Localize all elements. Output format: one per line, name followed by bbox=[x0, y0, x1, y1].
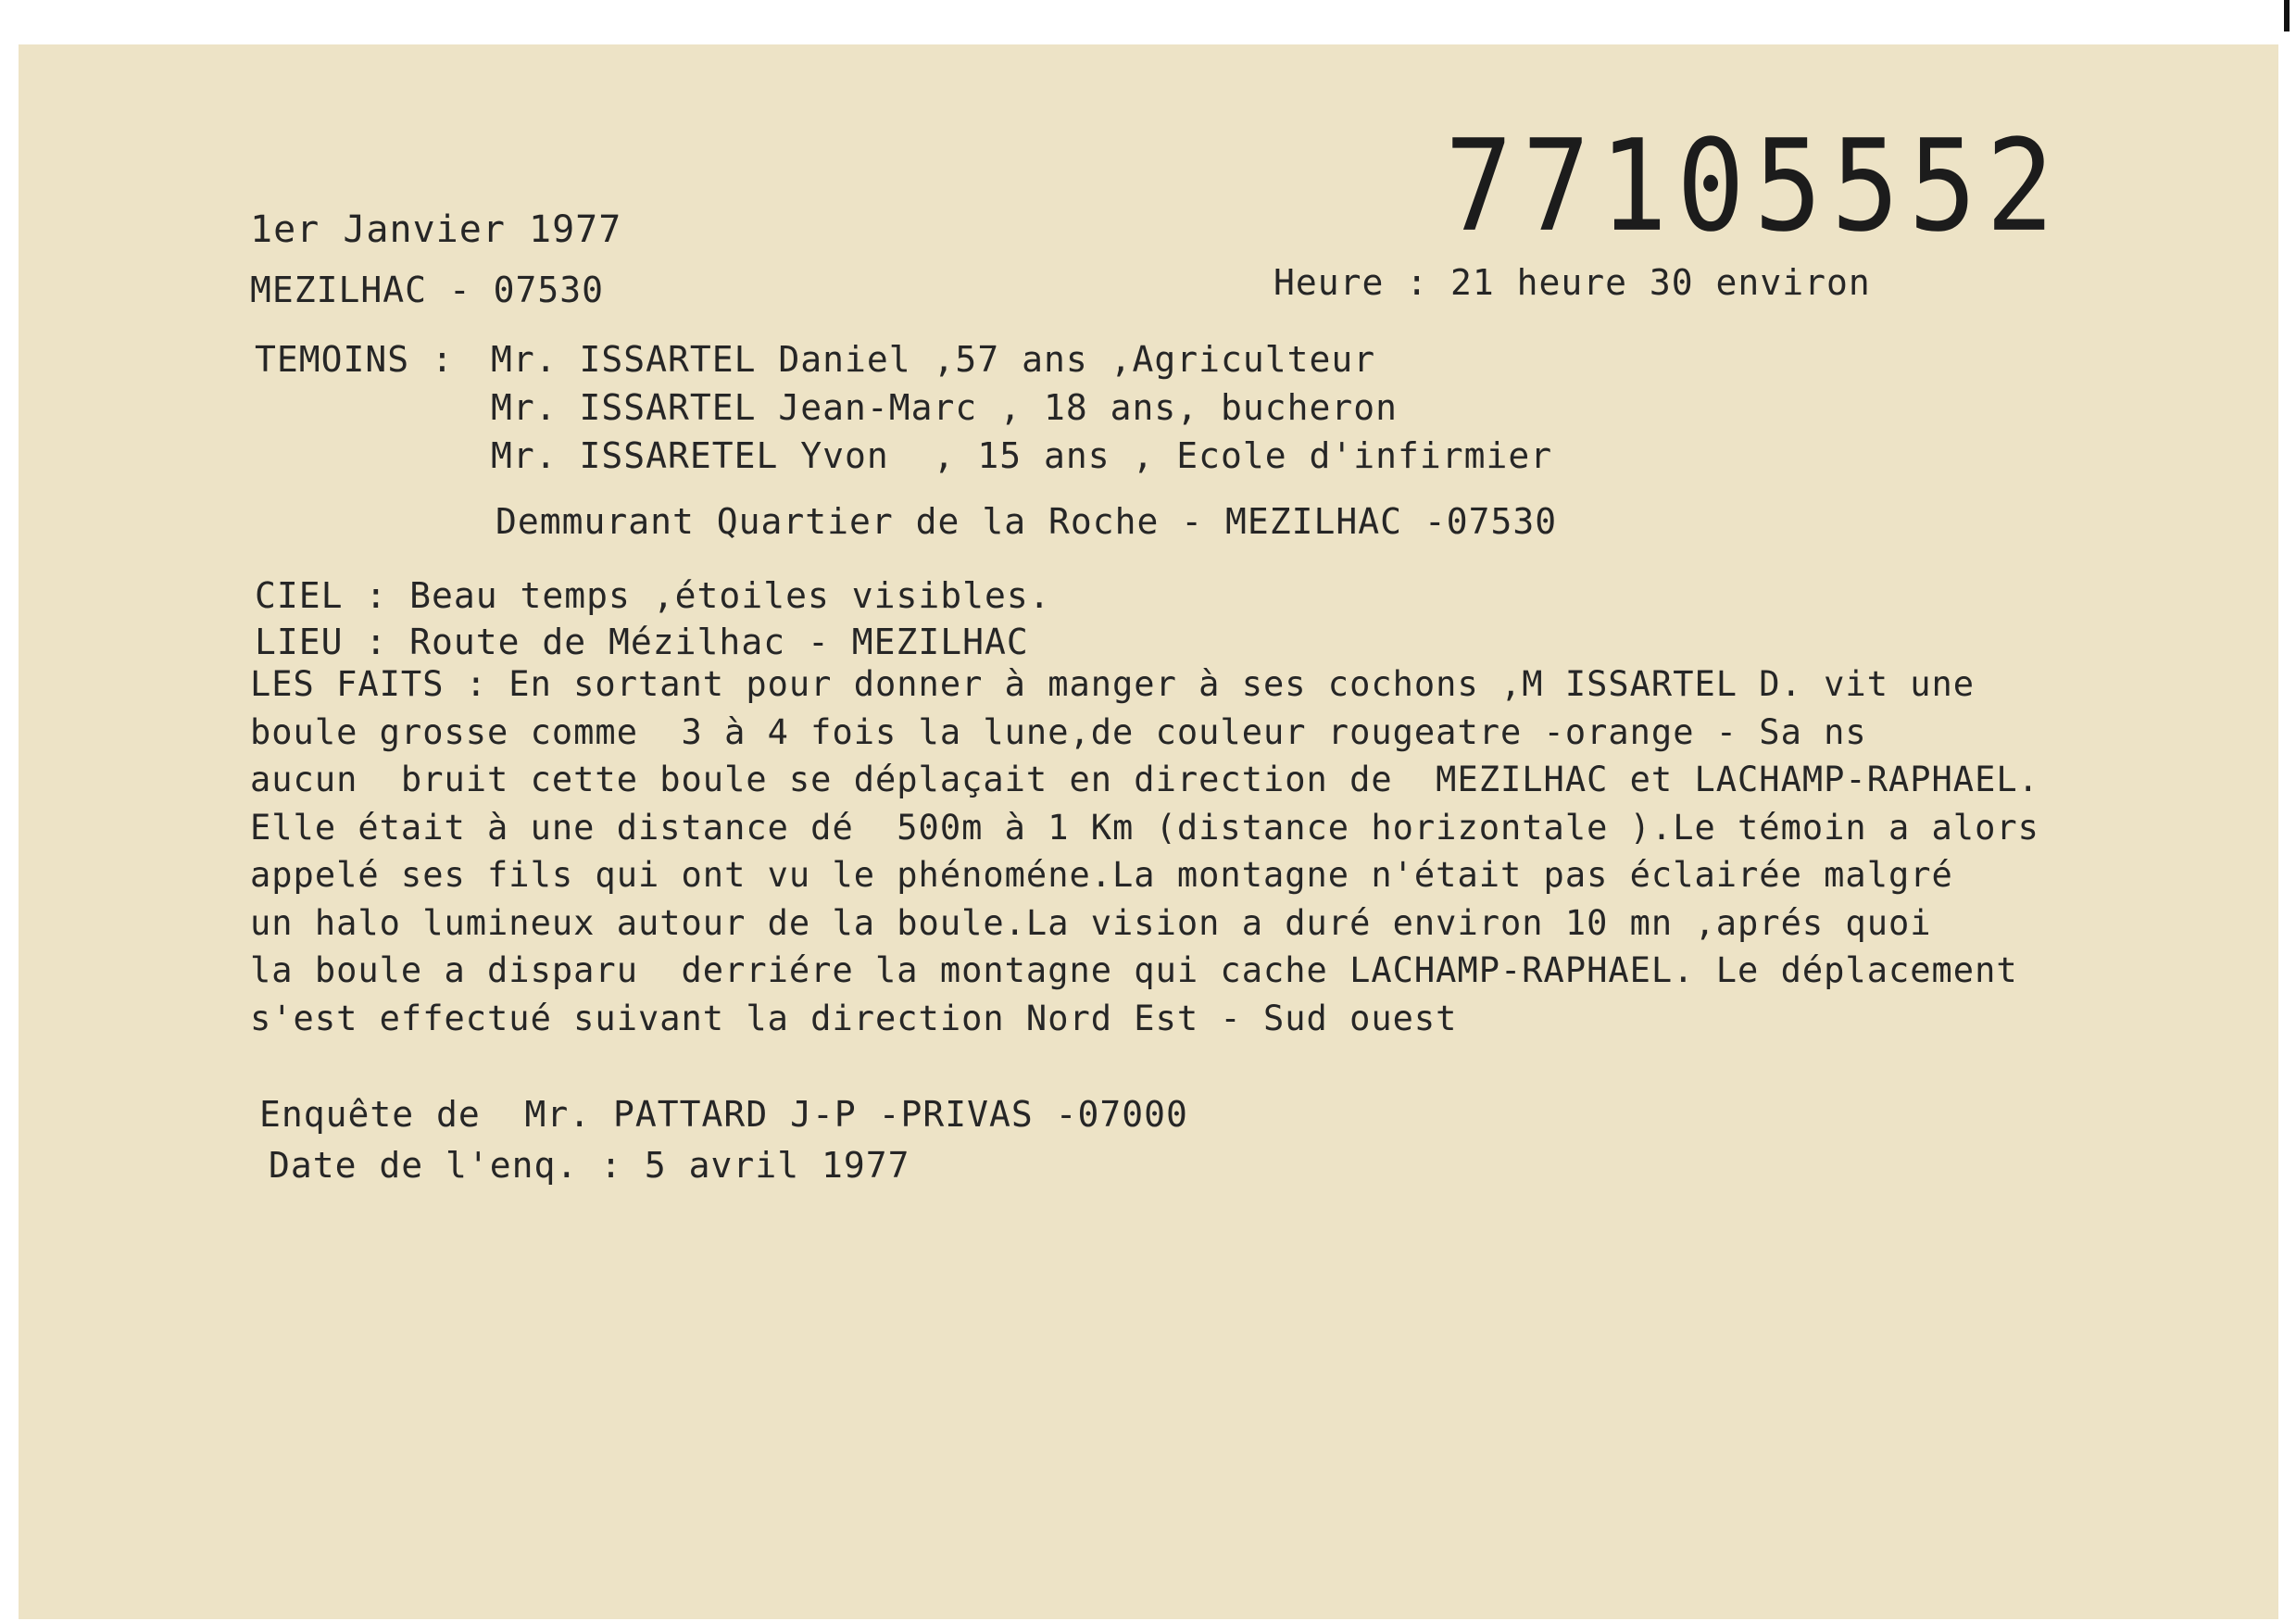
reference-number-stamp: 77105552 bbox=[1445, 112, 2064, 260]
facts-paragraph bbox=[250, 660, 2039, 1042]
residence-line: Demmurant Quartier de la Roche - MEZILHAC -07530 bbox=[496, 501, 1558, 542]
facts-line: la boule a disparu derriére la montagne qui cache LACHAMP-RAPHAEL. Le déplacement bbox=[250, 950, 2018, 990]
report-time: Heure : 21 heure 30 environ bbox=[1273, 262, 1871, 303]
witness-1: Mr. ISSARTEL Daniel ,57 ans ,Agriculteur bbox=[491, 339, 1376, 380]
witness-3: Mr. ISSARETEL Yvon , 15 ans , Ecole d'infirmier bbox=[491, 435, 1553, 476]
witnesses-label: TEMOINS : bbox=[255, 339, 454, 380]
facts-line: boule grosse comme 3 à 4 fois la lune,de couleur rougeatre -orange - Sa ns bbox=[250, 711, 1867, 752]
sky-conditions: CIEL : Beau temps ,étoiles visibles. bbox=[255, 575, 1051, 616]
facts-line: s'est effectué suivant la direction Nord Est - Sud ouest bbox=[250, 998, 1458, 1038]
document-card bbox=[19, 44, 2278, 1619]
scan-edge-mark bbox=[2284, 0, 2290, 31]
facts-line: un halo lumineux autour de la boule.La vision a duré environ 10 mn ,aprés quoi bbox=[250, 902, 1932, 943]
place-line: LIEU : Route de Mézilhac - MEZILHAC bbox=[255, 622, 1029, 662]
report-location: MEZILHAC - 07530 bbox=[250, 270, 605, 310]
inquiry-date: Date de l'enq. : 5 avril 1977 bbox=[269, 1145, 910, 1186]
investigator-line: Enquête de Mr. PATTARD J-P -PRIVAS -07000 bbox=[259, 1094, 1188, 1135]
facts-line: LES FAITS : En sortant pour donner à manger à ses cochons ,M ISSARTEL D. vit une bbox=[250, 664, 1976, 704]
facts-line: Elle était à une distance dé 500m à 1 Km (distance horizontale ).Le témoin a alors bbox=[250, 807, 2039, 848]
facts-line: appelé ses fils qui ont vu le phénoméne.La montagne n'était pas éclairée malgré bbox=[250, 855, 1953, 895]
report-date: 1er Janvier 1977 bbox=[250, 208, 622, 251]
witness-2: Mr. ISSARTEL Jean-Marc , 18 ans, bucheron bbox=[491, 387, 1398, 428]
facts-line: aucun bruit cette boule se déplaçait en direction de MEZILHAC et LACHAMP-RAPHAEL. bbox=[250, 760, 2039, 799]
